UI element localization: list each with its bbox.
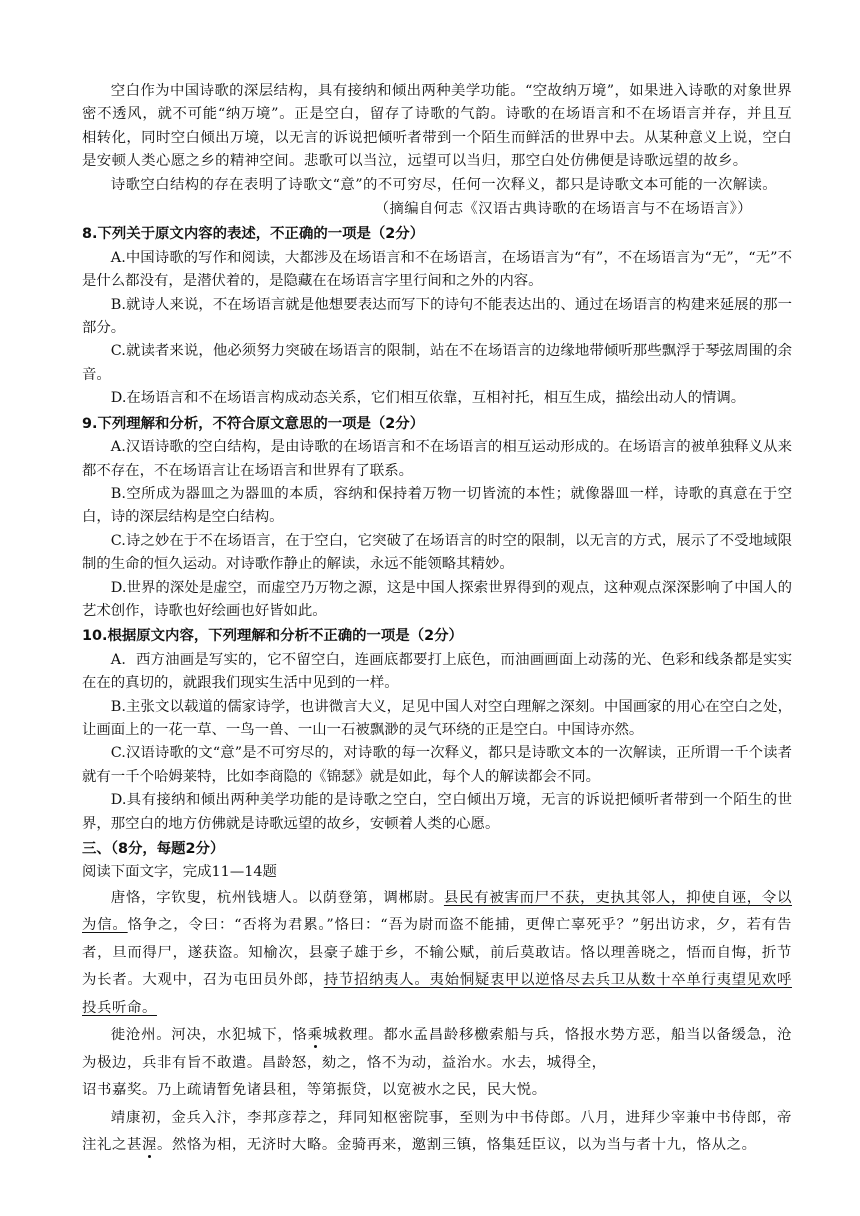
question-10-option-b: B.主张文以载道的儒家诗学，也讲微言大义，足见中国人对空白理解之深刻。中国画家的用心在空白之处，让画面上的一花一草、一鸟一兽、一山一石被飘渺的灵气环绕的正是空白。中国诗亦然。: [82, 698, 792, 738]
question-9-option-a: A.汉语诗歌的空白结构，是由诗歌的在场语言和不在场语言的相互运动形成的。在场语言的被单独释义从来都不存在，不在场语言让在场语言和世界有了联系。: [82, 439, 792, 479]
question-9-option-b: B.空所成为器皿之为器皿的本质，容纳和保持着万物一切皆流的本性；就像器皿一样，诗歌的真意在于空白，诗的深层结构是空白结构。: [82, 485, 792, 526]
question-8-option-d: D.在场语言和不在场语言构成动态关系，它们相互依靠，互相衬托，相互生成，描绘出动人的情调。: [110, 390, 746, 407]
question-9-stem: 9.下列理解和分析，不符合原文意思的一项是（2分）: [82, 415, 425, 432]
section-3-instruction: 阅读下面文字，完成11—14题: [82, 864, 277, 881]
classical-text: 唐恪，字钦叟，杭州钱塘人。以荫登第，调郴尉。: [110, 889, 444, 906]
dotted-character-wo: 渥: [141, 1137, 157, 1154]
question-8-stem: 8.下列关于原文内容的表述，不正确的一项是（2分）: [82, 226, 425, 243]
classical-text: 恪争之，令曰：“否将为君累。”恪曰：“吾为尉而盗不能捕，更俾亡辜死乎？”躬出访求，夕，若有告者，旦而得尸，遂获盗。知榆次，县豪子雄于乡，不输公赋，前后莫敢诘。恪以理善晓之，悟而自悔，折节为长者。大观中，召为屯田员外郎，: [82, 917, 792, 989]
classical-text: 。然恪为相，无济时大略。金骑再来，邀割三镇，恪集廷臣议，以为当与者十九，恪从之。: [156, 1137, 757, 1154]
passage-source: （摘编自何志《汉语古典诗歌的在场语言与不在场语言》）: [374, 201, 752, 218]
question-10-stem: 10.根据原文内容，下列理解和分析不正确的一项是（2分）: [82, 628, 463, 645]
question-9-option-d: D.世界的深处是虚空，而虚空乃万物之源，这是中国人探索世界得到的观点，这种观点深深影响了中国人的艺术创作，诗歌也好绘画也好皆如此。: [82, 579, 792, 619]
question-10-option-d: D.具有接纳和倾出两种美学功能的是诗歌之空白，空白倾出万境，无言的诉说把倾听者带到一个陌生的世界，那空白的地方仿佛就是诗歌远望的故乡，安顿着人类的心愿。: [82, 792, 792, 832]
dotted-character-cheng: 乘: [307, 1027, 323, 1044]
classical-text: 靖康初，金兵入汴，李邦彦荐之，拜同知枢密院事，至则为中书侍郎。八月，进拜少宰兼中书侍郎，帝注礼之甚: [82, 1109, 792, 1154]
question-8-option-c: C.就读者来说，他必须努力突破在场语言的限制，站在不在场语言的边缘地带倾听那些飘浮于琴弦周围的余音。: [82, 343, 792, 383]
question-8-option-a: A.中国诗歌的写作和阅读，大都涉及在场语言和不在场语言，在场语言为“有”，不在场语言为“无”，“无”不是什么都没有，是潜伏着的，是隐藏在在场语言字里行间和之外的内容。: [82, 249, 792, 290]
question-10-option-a: A．西方油画是写实的，它不留空白，连画底都要打上底色，而油画画面上动荡的光、色彩和线条都是实实在在的真切的，就跟我们现实生活中见到的一样。: [82, 651, 792, 692]
passage-paragraph-2: 诗歌空白结构的存在表明了诗歌文“意”的不可穷尽，任何一次释义，都只是诗歌文本可能的一次解读。: [110, 176, 778, 193]
classical-paragraph-1: [82, 885, 792, 1023]
classical-text: 城救理。都水孟昌龄移檄索船与兵，恪报水势方恶，船当以备缓急，沧为极边，兵非有旨不敢遣。昌龄怒，劾之，恪不为动，益治水。水去，城得全，: [82, 1027, 792, 1071]
classical-paragraph-2-continued: 诏书嘉奖。乃上疏请暂免诸县租，等第振贷，以宽被水之民，民大悦。: [82, 1082, 547, 1099]
underlined-sentence-1: 县民有被害而尸不获，吏执其邻人，抑使自诬，令以为信。: [82, 889, 792, 934]
passage-paragraph-1: 空白作为中国诗歌的深层结构，具有接纳和倾出两种美学功能。“空故纳万境”，如果进入诗歌的对象世界密不透风，就不可能“纳万境”。正是空白，留存了诗歌的气韵。诗歌的在场语言和不在场语言并存，并且互相转化，同时空白倾出万境，以无言的诉说把倾听者带到一个陌生而鲜活的世界中去。从某种意义上说，空白是安顿人类心愿之乡的精神空间。悲歌可以当泣，远望可以当归，那空白处仿佛便是诗歌远望的故乡。: [82, 83, 792, 170]
question-10-option-c: C.汉语诗歌的文“意”是不可穷尽的，对诗歌的每一次释义，都只是诗歌文本的一次解读，正所谓一千个读者就有一千个哈姆莱特，比如李商隐的《锦瑟》就是如此，每个人的解读都会不同。: [82, 745, 792, 785]
question-8-option-b: B.就诗人来说，不在场语言就是他想要表达而写下的诗句不能表达出的、通过在场语言的构建来延展的那一部分。: [82, 296, 792, 337]
classical-paragraph-3: [82, 1105, 792, 1160]
classical-paragraph-2: [82, 1022, 792, 1077]
question-9-option-c: C.诗之妙在于不在场语言，在于空白，它突破了在场语言的时空的限制，以无言的方式，展示了不受地域限制的生命的恒久运动。对诗歌作静止的解读，永远不能领略其精妙。: [82, 532, 792, 573]
classical-text: 徙沧州。河决，水犯城下，恪: [110, 1027, 308, 1044]
section-3-title: 三、（8分，每题2分）: [82, 841, 225, 857]
underlined-sentence-2: 持节招纳夷人。夷始恫疑衷甲以逆恪尽去兵卫从数十卒单行夷望见欢呼投兵听命。: [82, 972, 792, 1016]
